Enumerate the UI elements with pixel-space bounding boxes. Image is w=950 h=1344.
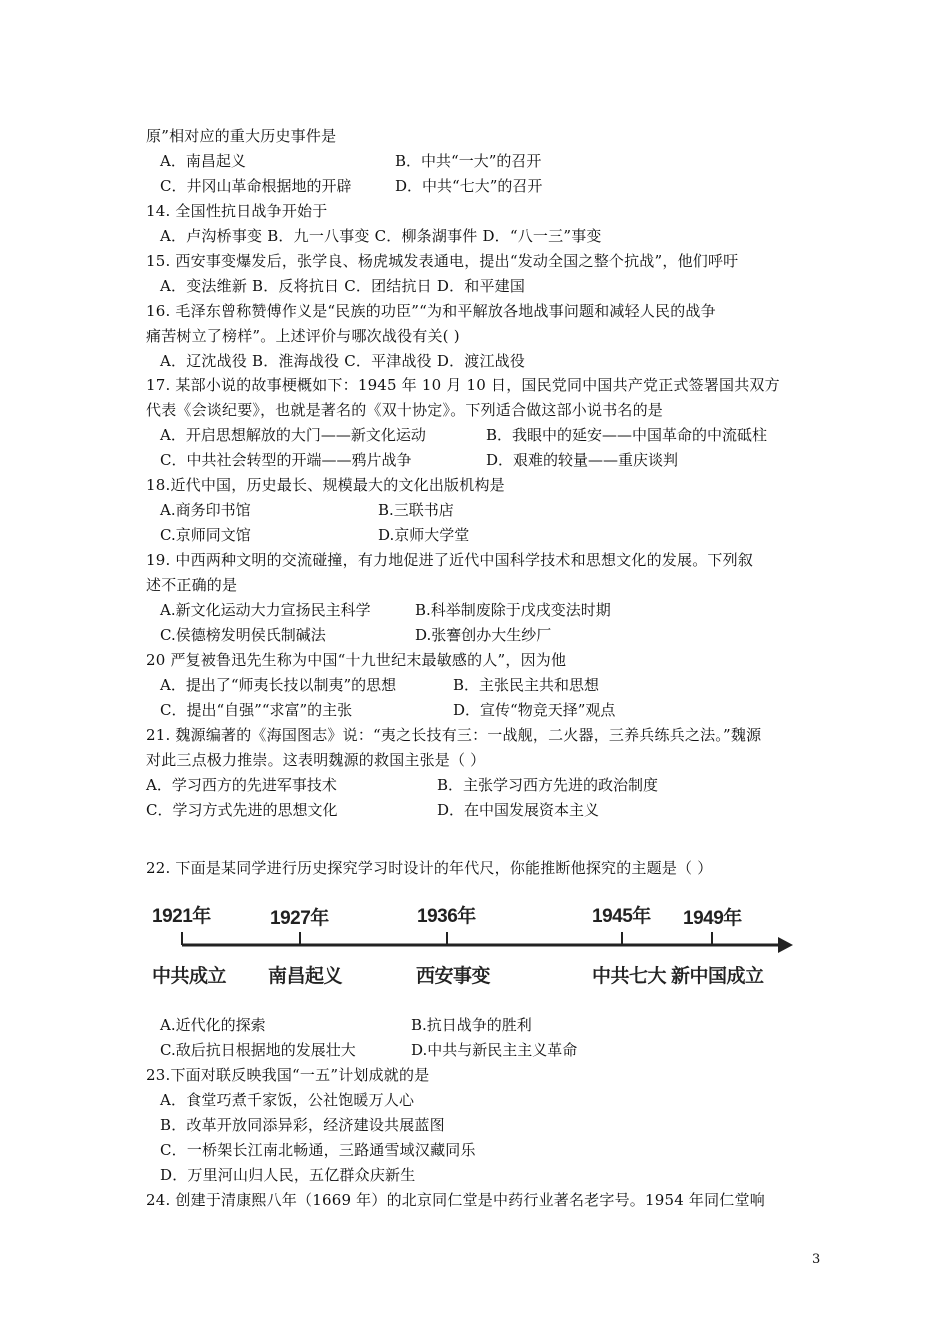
timeline-year-1927: 1927年 <box>270 908 329 929</box>
q15-options: A．变法维新 B．反将抗日 C．团结抗日 D．和平建国 <box>160 277 526 295</box>
timeline-event-1936: 西安事变 <box>416 966 491 987</box>
q16-options: A．辽沈战役 B．淮海战役 C．平津战役 D．渡江战役 <box>160 352 526 370</box>
timeline-event-1945: 中共七大 <box>592 966 667 987</box>
timeline-year-1921: 1921年 <box>152 906 211 927</box>
q13-option-a: A．南昌起义 <box>160 152 246 170</box>
timeline-event-1927: 南昌起义 <box>268 966 343 987</box>
q17-option-d: D．艰难的较量——重庆谈判 <box>486 451 679 469</box>
timeline-year-1949: 1949年 <box>683 908 742 929</box>
q18-option-a: A.商务印书馆 <box>160 501 251 519</box>
q21-option-a: A．学习西方的先进军事技术 <box>146 776 337 794</box>
timeline-arrowhead <box>778 937 793 953</box>
q18-stem: 18.近代中国，历史最长、规模最大的文化出版机构是 <box>146 476 505 494</box>
q22-stem: 22. 下面是某同学进行历史探究学习时设计的年代尺，你能推断他探究的主题是（ ） <box>146 859 713 877</box>
q23-option-b: B．改革开放同添异彩，经济建设共展蓝图 <box>160 1116 445 1134</box>
q17-stem-line2: 代表《会谈纪要》，也就是著名的《双十协定》。下列适合做这部小说书名的是 <box>146 401 664 419</box>
timeline-event-1921: 中共成立 <box>152 966 227 987</box>
q20-option-d: D．宣传“物竞天择”观点 <box>453 701 616 719</box>
q19-stem-line1: 19. 中西两种文明的交流碰撞，有力地促进了近代中国科学技术和思想文化的发展。下列叙 <box>146 551 754 569</box>
q21-option-c: C．学习方式先进的思想文化 <box>146 801 338 819</box>
q17-stem-line1: 17. 某部小说的故事梗概如下：1945 年 10 月 10 日，国民党同中国共产党正式签署国共双方 <box>146 376 780 394</box>
q22-option-c: C.敌后抗日根据地的发展壮大 <box>160 1041 356 1059</box>
page-number: 3 <box>812 1252 821 1267</box>
q24-stem: 24. 创建于清康熙八年（1669 年）的北京同仁堂是中药行业著名老字号。1954 年同仁堂响 <box>146 1191 765 1209</box>
q18-option-d: D.京师大学堂 <box>378 526 470 544</box>
q22-option-a: A.近代化的探索 <box>160 1016 266 1034</box>
q22-timeline <box>150 895 800 990</box>
q23-option-c: C．一桥架长江南北畅通，三路通雪域汉藏同乐 <box>160 1141 476 1159</box>
q13-option-d: D．中共“七大”的召开 <box>395 177 543 195</box>
timeline-year-1945: 1945年 <box>592 906 651 927</box>
q17-option-a: A．开启思想解放的大门——新文化运动 <box>160 426 426 444</box>
q17-option-b: B．我眼中的延安——中国革命的中流砥柱 <box>486 426 768 444</box>
q16-stem-line1: 16. 毛泽东曾称赞傅作义是“民族的功臣”“为和平解放各地战事问题和减轻人民的战争 <box>146 302 716 320</box>
q21-stem-line1: 21. 魏源编著的《海国图志》说：“夷之长技有三：一战舰，二火器，三养兵练兵之法。”魏源 <box>146 726 762 744</box>
q20-stem: 20 严复被鲁迅先生称为中国“十九世纪末最敏感的人”，因为他 <box>146 651 567 669</box>
q18-option-b: B.三联书店 <box>378 501 454 519</box>
q19-option-b: B.科举制废除于戊戌变法时期 <box>415 601 611 619</box>
q14-stem: 14. 全国性抗日战争开始于 <box>146 202 328 220</box>
q19-option-d: D.张謇创办大生纱厂 <box>415 626 552 644</box>
q19-option-c: C.侯德榜发明侯氏制碱法 <box>160 626 326 644</box>
q19-stem-line2: 述不正确的是 <box>146 576 238 594</box>
q20-option-a: A．提出了“师夷长技以制夷”的思想 <box>160 676 397 694</box>
q21-stem-line2: 对此三点极力推崇。这表明魏源的救国主张是（ ） <box>146 751 486 769</box>
q15-stem: 15. 西安事变爆发后，张学良、杨虎城发表通电，提出“发动全国之整个抗战”，他们呼吁 <box>146 252 739 270</box>
q16-stem-line2: 痛苦树立了榜样”。上述评价与哪次战役有关( ) <box>146 327 460 345</box>
q23-stem: 23.下面对联反映我国“一五”计划成就的是 <box>146 1066 430 1084</box>
timeline-year-1936: 1936年 <box>417 906 476 927</box>
q14-options: A．卢沟桥事变 B．九一八事变 C．柳条湖事件 D．“八一三”事变 <box>160 227 602 245</box>
timeline-event-1949: 新中国成立 <box>671 966 764 987</box>
q22-option-b: B.抗日战争的胜利 <box>411 1016 532 1034</box>
q23-option-a: A．食堂巧煮千家饭，公社饱暖万人心 <box>160 1091 415 1109</box>
q20-option-c: C．提出“自强”“求富”的主张 <box>160 701 353 719</box>
q19-option-a: A.新文化运动大力宣扬民主科学 <box>160 601 371 619</box>
q13-option-c: C．井冈山革命根据地的开辟 <box>160 177 352 195</box>
q21-option-b: B．主张学习西方先进的政治制度 <box>437 776 659 794</box>
q23-option-d: D．万里河山归人民，五亿群众庆新生 <box>160 1166 416 1184</box>
q18-option-c: C.京师同文馆 <box>160 526 251 544</box>
q22-option-d: D.中共与新民主主义革命 <box>411 1041 578 1059</box>
q17-option-c: C．中共社会转型的开端——鸦片战争 <box>160 451 412 469</box>
q13-stem-continuation: 原”相对应的重大历史事件是 <box>146 127 337 145</box>
q20-option-b: B．主张民主共和思想 <box>453 676 600 694</box>
q13-option-b: B．中共“一大”的召开 <box>395 152 542 170</box>
q21-option-d: D．在中国发展资本主义 <box>437 801 600 819</box>
